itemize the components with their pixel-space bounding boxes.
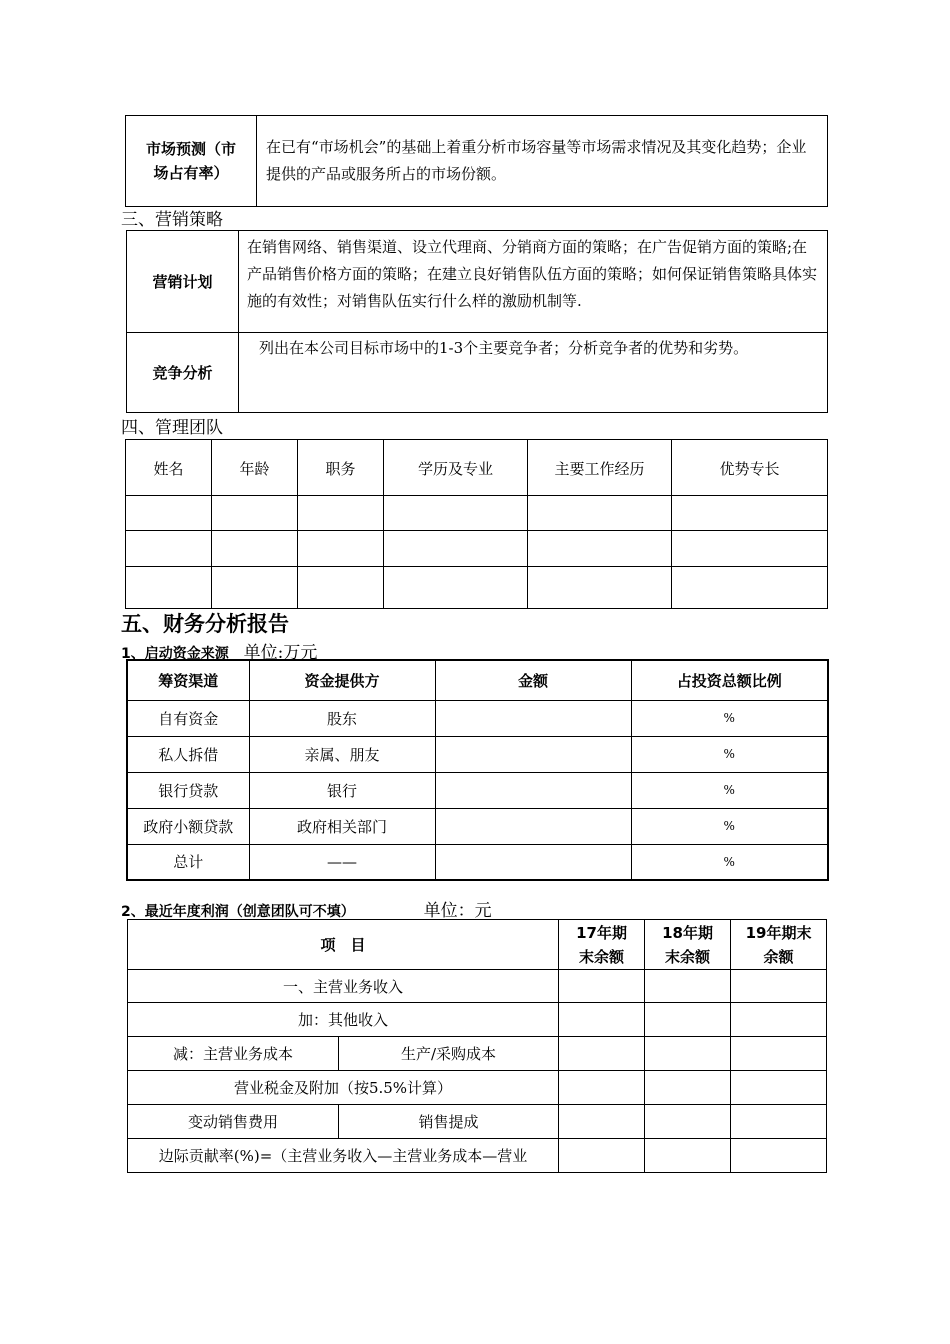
profit-row xyxy=(128,1139,827,1173)
funding-header-amount: 金额 xyxy=(435,660,631,700)
funding-unit: 单位:万元 xyxy=(243,643,318,663)
funding-row xyxy=(127,772,828,808)
marketing-plan-text: 在销售网络、销售渠道、设立代理商、分销商方面的策略；在广告促销方面的策略;在产品销售价格方面的策略；在建立良好销售队伍方面的策略；如何保证销售策略具体实施的有效性；对销售队伍实行什么样的激励机制等. xyxy=(239,231,828,333)
profit-header-2018: 18年期末余额 xyxy=(645,920,731,970)
funding-amount xyxy=(435,808,631,844)
profit-row xyxy=(128,1105,827,1139)
funding-header-ratio: 占投资总额比例 xyxy=(631,660,828,700)
funding-amount xyxy=(435,844,631,880)
funding-header-provider: 资金提供方 xyxy=(249,660,435,700)
profit-unit: 单位：元 xyxy=(423,901,492,921)
funding-provider: 政府相关部门 xyxy=(249,808,435,844)
competition-text: 列出在本公司目标市场中的1-3个主要竞争者；分析竞争者的优势和劣势。 xyxy=(239,333,828,413)
team-table xyxy=(125,439,828,609)
profit-heading xyxy=(121,896,492,921)
funding-pct: % xyxy=(631,808,828,844)
profit-main-revenue: 一、主营业务收入 xyxy=(128,970,559,1003)
profit-variable-sales-cost: 变动销售费用 xyxy=(128,1105,339,1139)
marketing-strategy-table xyxy=(126,230,828,413)
funding-pct: % xyxy=(631,700,828,736)
profit-header-item: 项 目 xyxy=(128,920,559,970)
funding-title: 1、启动资金来源 xyxy=(121,646,229,662)
profit-header-2017: 17年期末余额 xyxy=(559,920,645,970)
team-header-experience: 主要工作经历 xyxy=(528,440,672,496)
section3-heading: 三、营销策略 xyxy=(121,210,223,230)
competition-label: 竞争分析 xyxy=(127,333,239,413)
profit-title: 2、最近年度利润（创意团队可不填） xyxy=(121,904,355,920)
team-header-position: 职务 xyxy=(298,440,384,496)
team-header-age: 年龄 xyxy=(212,440,298,496)
funding-row xyxy=(127,844,828,880)
team-header-name: 姓名 xyxy=(126,440,212,496)
profit-row xyxy=(128,1003,827,1037)
profit-business-tax: 营业税金及附加（按5.5%计算） xyxy=(128,1071,559,1105)
team-row xyxy=(126,567,828,609)
funding-channel: 总计 xyxy=(127,844,249,880)
funding-table xyxy=(126,659,829,881)
profit-table xyxy=(127,919,827,1173)
team-row xyxy=(126,531,828,567)
funding-channel: 政府小额贷款 xyxy=(127,808,249,844)
profit-main-cost: 减：主营业务成本 xyxy=(128,1037,339,1071)
profit-contribution-margin: 边际贡献率(%)=（主营业务收入—主营业务成本—营业 xyxy=(128,1139,559,1173)
profit-other-income: 加：其他收入 xyxy=(128,1003,559,1037)
team-row xyxy=(126,496,828,531)
funding-provider: 银行 xyxy=(249,772,435,808)
funding-provider: 股东 xyxy=(249,700,435,736)
section5-heading: 五、财务分析报告 xyxy=(121,612,289,636)
market-forecast-text: 在已有“市场机会”的基础上着重分析市场容量等市场需求情况及其变化趋势；企业提供的产品或服务所占的市场份额。 xyxy=(257,116,828,207)
funding-amount xyxy=(435,700,631,736)
funding-row xyxy=(127,736,828,772)
funding-row xyxy=(127,700,828,736)
marketing-plan-label: 营销计划 xyxy=(127,231,239,333)
profit-row xyxy=(128,1037,827,1071)
funding-amount xyxy=(435,736,631,772)
funding-amount xyxy=(435,772,631,808)
funding-pct: % xyxy=(631,772,828,808)
market-forecast-label: 市场预测（市场占有率） xyxy=(126,116,257,207)
market-forecast-table xyxy=(125,115,828,207)
funding-channel: 自有资金 xyxy=(127,700,249,736)
profit-production-cost: 生产/采购成本 xyxy=(339,1037,559,1071)
funding-channel: 银行贷款 xyxy=(127,772,249,808)
funding-row xyxy=(127,808,828,844)
funding-pct: % xyxy=(631,844,828,880)
team-header-education: 学历及专业 xyxy=(384,440,528,496)
profit-row xyxy=(128,970,827,1003)
funding-provider: —— xyxy=(249,844,435,880)
profit-sales-commission: 销售提成 xyxy=(339,1105,559,1139)
profit-row xyxy=(128,1071,827,1105)
funding-provider: 亲属、朋友 xyxy=(249,736,435,772)
team-header-strengths: 优势专长 xyxy=(672,440,828,496)
funding-pct: % xyxy=(631,736,828,772)
funding-channel: 私人拆借 xyxy=(127,736,249,772)
profit-header-2019: 19年期末余额 xyxy=(731,920,827,970)
funding-header-channel: 筹资渠道 xyxy=(127,660,249,700)
section4-heading: 四、管理团队 xyxy=(121,418,223,438)
